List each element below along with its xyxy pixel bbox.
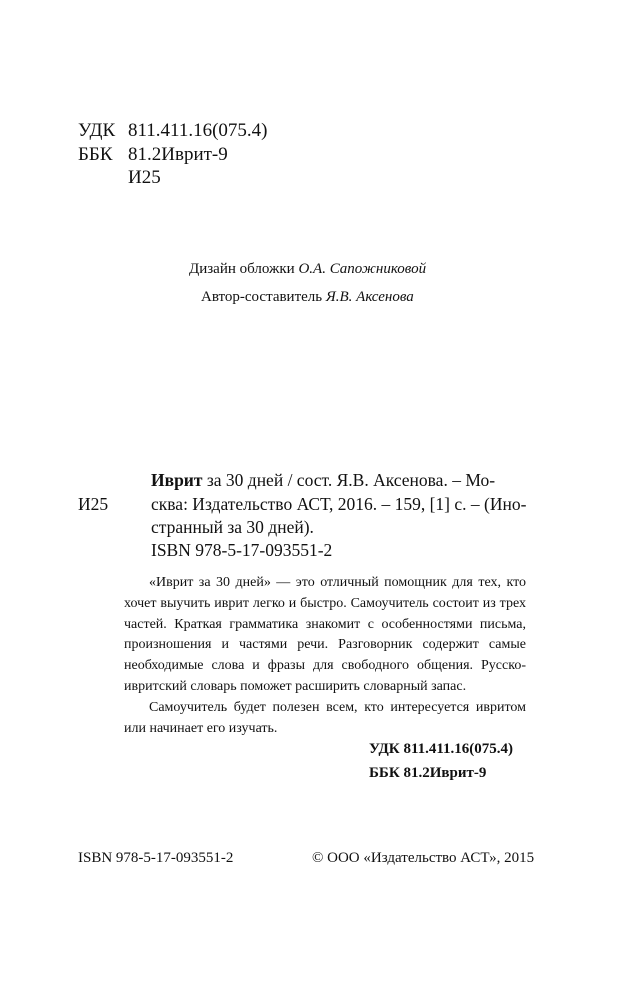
cover-design-name: О.А. Сапожниковой (298, 261, 427, 277)
bib-author-mark: И25 (78, 494, 109, 514)
bbk-label: ББК (78, 144, 113, 165)
bib-title: Иврит (151, 470, 203, 490)
copyright-notice: © ООО «Издательство АСТ», 2015 (312, 850, 535, 866)
bib-line-3: странный за 30 дней). (151, 517, 314, 537)
udk-bold: УДК 811.411.16(075.4) (369, 741, 514, 757)
annotation (124, 573, 526, 739)
footer-isbn: ISBN 978-5-17-093551-2 (78, 850, 234, 866)
bib-line-1 (151, 470, 495, 491)
author-mark: И25 (128, 167, 161, 188)
bib-isbn: ISBN 978-5-17-093551-2 (151, 540, 333, 560)
compiler-label: Автор-составитель (201, 289, 323, 305)
bbk-value: 81.2Иврит-9 (128, 144, 228, 165)
udk-value: 811.411.16(075.4) (128, 120, 268, 141)
udk-label: УДК (78, 120, 116, 141)
cover-design-label: Дизайн обложки (189, 261, 295, 277)
annotation-paragraph-1: «Иврит за 30 дней» — это отличный помощник для тех, кто хочет выучить иврит легко и быстро. Самоучитель состоит из трех частей. Краткая грамматика знакомит с особенностями письма, произношения и частями речи. Разговорник содержит самые необходимые слова и фразы для свободного общения. Русско-ивритский словарь поможет расширить словарный запас. (124, 575, 526, 694)
compiler-credit (201, 289, 414, 306)
cover-design-credit (189, 261, 426, 278)
compiler-name: Я.В. Аксенова (325, 289, 414, 305)
bib-line-2: сква: Издательство АСТ, 2016. – 159, [1] с. – (Ино- (151, 494, 527, 514)
annotation-paragraph-2: Самоучитель будет полезен всем, кто интересуется ивритом или начинает его изучать. (124, 699, 526, 736)
bib-line-1-rest: за 30 дней / сост. Я.В. Аксенова. – Мо- (202, 470, 496, 490)
bbk-bold: ББК 81.2Иврит-9 (369, 765, 487, 781)
